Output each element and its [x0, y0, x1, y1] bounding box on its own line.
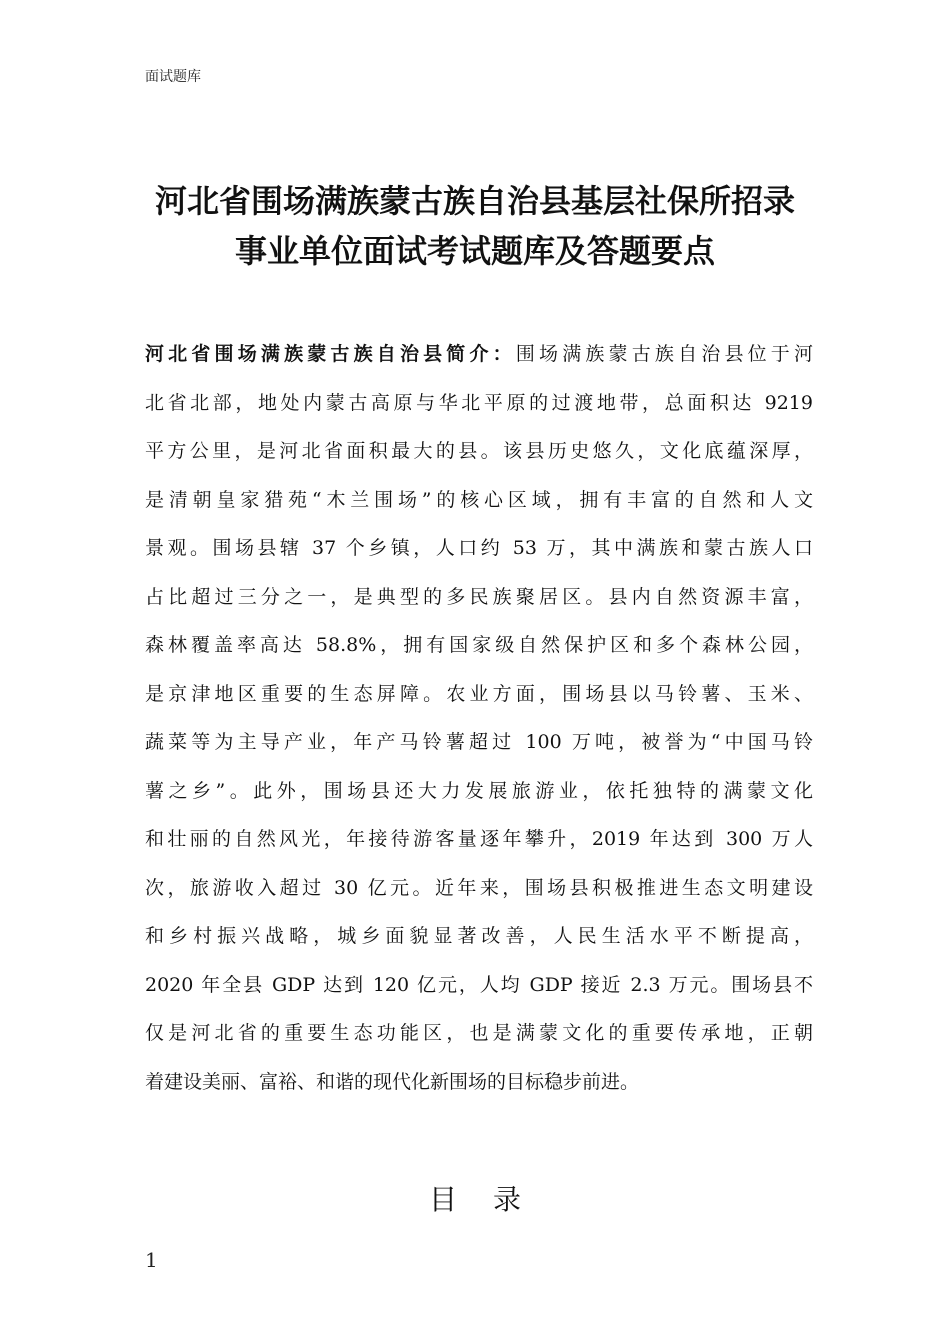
title-line-1: 河北省围场满族蒙古族自治县基层社保所招录 — [154, 182, 795, 220]
intro-line: 北省北部，地处内蒙古高原与华北平原的过渡地带，总面积达 9219 — [145, 391, 813, 414]
document-title — [100, 176, 850, 276]
intro-line-text: 围场满族蒙古族自治县位于河 — [515, 343, 813, 365]
intro-line: 薯之乡”。此外，围场县还大力发展旅游业，依托独特的满蒙文化 — [145, 779, 813, 802]
title-line-2: 事业单位面试考试题库及答题要点 — [234, 232, 715, 270]
page-number: 1 — [145, 1248, 158, 1272]
intro-line: 2020 年全县 GDP 达到 120 亿元，人均 GDP 接近 2.3 万元。围场县不 — [145, 973, 813, 996]
intro-line: 森林覆盖率高达 58.8%，拥有国家级自然保护区和多个森林公园， — [145, 634, 813, 656]
intro-line: 平方公里，是河北省面积最大的县。该县历史悠久，文化底蕴深厚， — [145, 440, 813, 462]
intro-line: 仅是河北省的重要生态功能区，也是满蒙文化的重要传承地，正朝 — [145, 1022, 813, 1044]
intro-paragraph — [145, 330, 813, 1106]
intro-line: 次，旅游收入超过 30 亿元。近年来，围场县积极推进生态文明建设 — [145, 876, 813, 899]
intro-line: 和乡村振兴战略，城乡面貌显著改善，人民生活水平不断提高， — [145, 925, 813, 947]
intro-line: 和壮丽的自然风光，年接待游客量逐年攀升，2019 年达到 300 万人 — [145, 828, 813, 850]
intro-line: 是清朝皇家猎苑“木兰围场”的核心区域，拥有丰富的自然和人文 — [145, 488, 813, 511]
intro-line: 蔬菜等为主导产业，年产马铃薯超过 100 万吨，被誉为“中国马铃 — [145, 731, 813, 753]
intro-line: 占比超过三分之一，是典型的多民族聚居区。县内自然资源丰富， — [145, 585, 813, 608]
intro-line: 是京津地区重要的生态屏障。农业方面，围场县以马铃薯、玉米、 — [145, 682, 813, 705]
toc-heading: 目录 — [428, 1183, 557, 1216]
intro-line — [145, 330, 813, 379]
intro-line: 景观。围场县辖 37 个乡镇，人口约 53 万，其中满族和蒙古族人口 — [145, 537, 813, 559]
page-header: 面试题库 — [145, 69, 201, 85]
intro-line: 着建设美丽、富裕、和谐的现代化新围场的目标稳步前进。 — [145, 1070, 640, 1093]
intro-lead: 河北省围场满族蒙古族自治县简介： — [145, 343, 516, 365]
